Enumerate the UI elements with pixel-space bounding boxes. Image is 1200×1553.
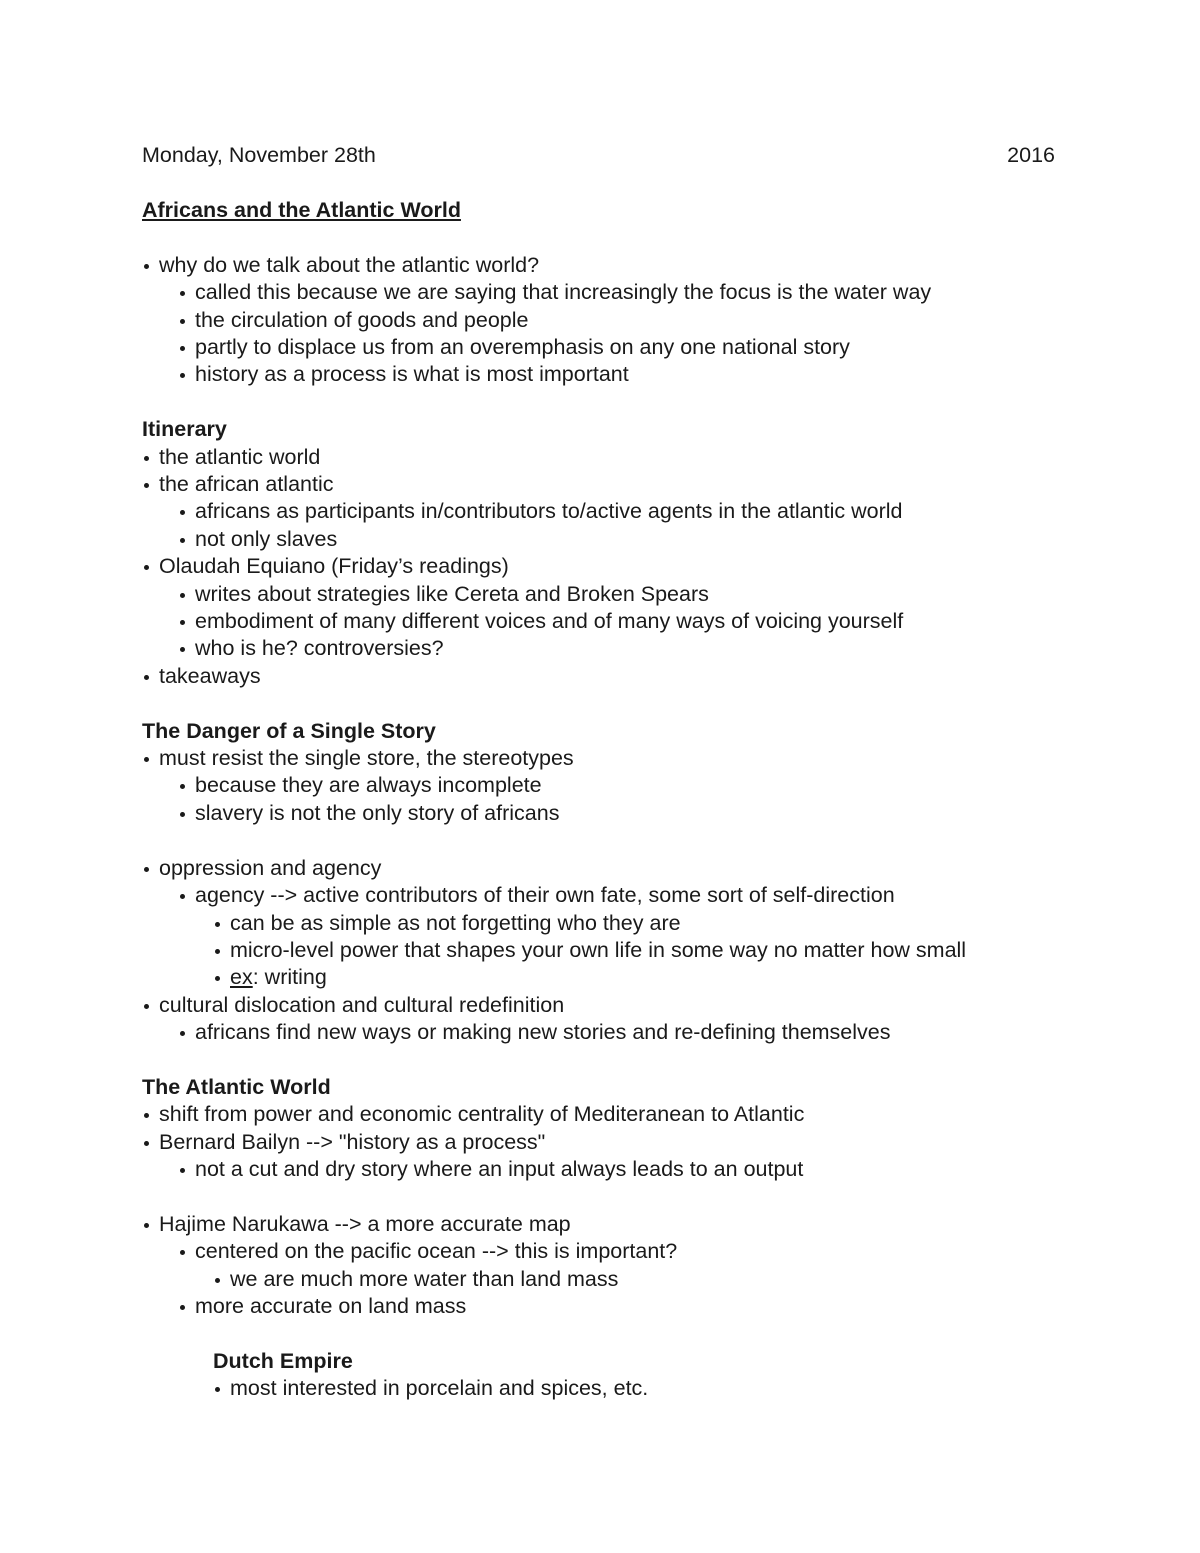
- bullet-item: centered on the pacific ocean --> this is important?: [142, 1238, 1102, 1265]
- bullet-item: Bernard Bailyn --> "history as a process": [142, 1129, 1102, 1156]
- bullet-item: the atlantic world: [142, 444, 1102, 471]
- section-heading-dutch-empire: Dutch Empire: [213, 1348, 353, 1373]
- section-heading-danger: The Danger of a Single Story: [142, 718, 436, 743]
- bullet-item: the african atlantic: [142, 471, 1102, 498]
- bullet-item: agency --> active contributors of their own fate, some sort of self-direction: [142, 882, 1102, 909]
- document-title: Africans and the Atlantic World: [142, 198, 461, 222]
- bullet-item: micro-level power that shapes your own life in some way no matter how small: [142, 937, 1102, 964]
- bullet-item: Olaudah Equiano (Friday’s readings): [142, 553, 1102, 580]
- bullet-item: not only slaves: [142, 526, 1102, 553]
- bullet-item: more accurate on land mass: [142, 1293, 1102, 1320]
- bullet-item: most interested in porcelain and spices, etc.: [142, 1375, 1102, 1402]
- bullet-item: can be as simple as not forgetting who they are: [142, 910, 1102, 937]
- bullet-item: not a cut and dry story where an input always leads to an output: [142, 1156, 1102, 1183]
- header-row: [142, 142, 1055, 169]
- notes-body: [142, 197, 1102, 1403]
- bullet-item: Hajime Narukawa --> a more accurate map: [142, 1211, 1102, 1238]
- bullet-item: the circulation of goods and people: [142, 307, 1102, 334]
- bullet-item: cultural dislocation and cultural redefinition: [142, 992, 1102, 1019]
- bullet-item: oppression and agency: [142, 855, 1102, 882]
- section-heading-itinerary: Itinerary: [142, 417, 227, 442]
- bullet-item: partly to displace us from an overemphasis on any one national story: [142, 334, 1102, 361]
- bullet-item: must resist the single store, the stereotypes: [142, 745, 1102, 772]
- date-text: Monday, November 28th: [142, 143, 376, 167]
- bullet-item: why do we talk about the atlantic world?: [142, 252, 1102, 279]
- bullet-item: [142, 964, 1102, 991]
- bullet-item: slavery is not the only story of africans: [142, 800, 1102, 827]
- bullet-item: embodiment of many different voices and of many ways of voicing yourself: [142, 608, 1102, 635]
- bullet-item: africans as participants in/contributors to/active agents in the atlantic world: [142, 498, 1102, 525]
- bullet-item: who is he? controversies?: [142, 635, 1102, 662]
- bullet-item: shift from power and economic centrality of Mediteranean to Atlantic: [142, 1101, 1102, 1128]
- section-heading-atlantic-world: The Atlantic World: [142, 1074, 331, 1099]
- bullet-item: history as a process is what is most important: [142, 361, 1102, 388]
- bullet-item: we are much more water than land mass: [142, 1266, 1102, 1293]
- bullet-item: africans find new ways or making new stories and re-defining themselves: [142, 1019, 1102, 1046]
- bullet-item: called this because we are saying that increasingly the focus is the water way: [142, 279, 1102, 306]
- bullet-item: writes about strategies like Cereta and Broken Spears: [142, 581, 1102, 608]
- bullet-item: because they are always incomplete: [142, 772, 1102, 799]
- ex-label: ex: [230, 965, 253, 990]
- ex-text: : writing: [252, 965, 327, 990]
- bullet-item: takeaways: [142, 663, 1102, 690]
- year-text: 2016: [1007, 143, 1055, 167]
